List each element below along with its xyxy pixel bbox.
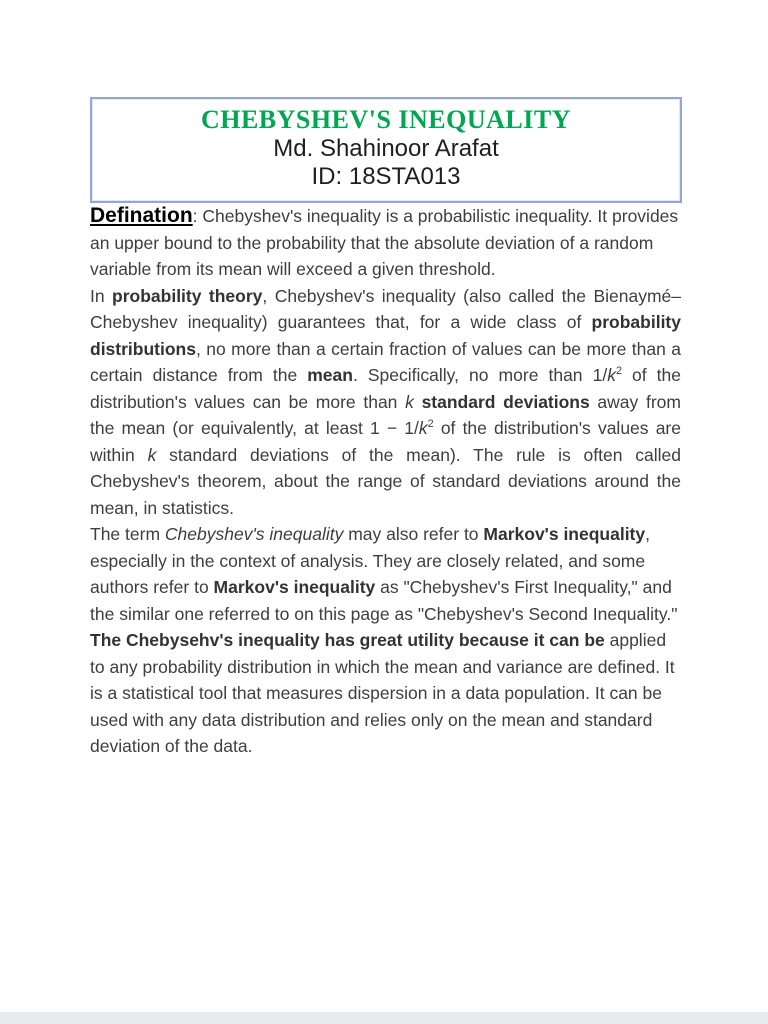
document-title: CHEBYSHEV'S INEQUALITY (200, 105, 572, 134)
text-segment: The term (90, 524, 165, 544)
text-segment: , no more than a certain fraction of values can be more than a certain distance from the (90, 338, 681, 385)
text-segment: , Chebyshev's inequality (also called the Bienaymé–Chebyshev inequality) guarantees that, for a wide class of (90, 285, 681, 332)
text-segment: standard deviations of the mean). The rule is often called Chebyshev's theorem, about the range of standard deviations around the mean, in statistics. (90, 444, 682, 518)
text-segment (414, 392, 422, 412)
text-segment: k (418, 418, 428, 438)
text-segment: may also refer to (343, 524, 484, 544)
author-name: Md. Shahinoor Arafat (273, 135, 499, 162)
text-segment: In (90, 285, 113, 306)
text-segment: . Specifically, no more than 1/ (352, 365, 608, 385)
text-segment: 2 (427, 418, 434, 431)
text-segment: Markov's inequality (213, 577, 376, 597)
text-segment: , especially in the context of analysis. They are closely related, and some authors refer to (90, 524, 650, 597)
text-segment: probability theory (112, 285, 263, 306)
page-gap (0, 1012, 768, 1024)
text-segment: probability distributions (90, 312, 681, 359)
text-segment: applied to any probability distribution in which the mean and variance are defined. It is a statistical tool that measures dispersion in a data population. It can be used with any data distribution and relies only on the mean and standard deviation of the data. (90, 630, 675, 756)
text-segment: Markov's inequality (483, 524, 646, 544)
paragraph-definition (90, 203, 681, 283)
text-segment: away from the mean (or equivalently, at least 1 − 1/ (90, 391, 681, 438)
text-segment: Chebyshev's inequality (164, 524, 344, 544)
author-id: ID: 18STA013 (311, 163, 461, 190)
text-segment: of the distribution's values can be more than (90, 365, 681, 412)
text-segment: k (147, 444, 157, 465)
text-segment: standard deviations (421, 391, 590, 412)
document-body (0, 203, 768, 760)
text-segment: k (405, 391, 414, 412)
title-box (90, 97, 682, 203)
text-segment: as "Chebyshev's First Inequality," and the similar one referred to on this page as "Chebyshev's Second Inequality." (90, 577, 678, 624)
text-segment: 2 (615, 365, 622, 378)
text-segment: mean (307, 365, 353, 385)
definition-heading: Defination (90, 204, 193, 227)
paragraph-markov (90, 521, 681, 627)
paragraph-utility (90, 627, 681, 760)
text-segment: : Chebyshev's inequality is a probabilistic inequality. It provides an upper bound to the probability that the absolute deviation of a random variable from its mean will exceed a given threshold. (90, 206, 679, 279)
text-segment: The Chebysehv's inequality has great utility because it can be (90, 630, 605, 650)
text-segment: k (607, 365, 616, 385)
paragraph-overview (90, 283, 681, 522)
text-segment: of the distribution's values are within (90, 418, 681, 465)
